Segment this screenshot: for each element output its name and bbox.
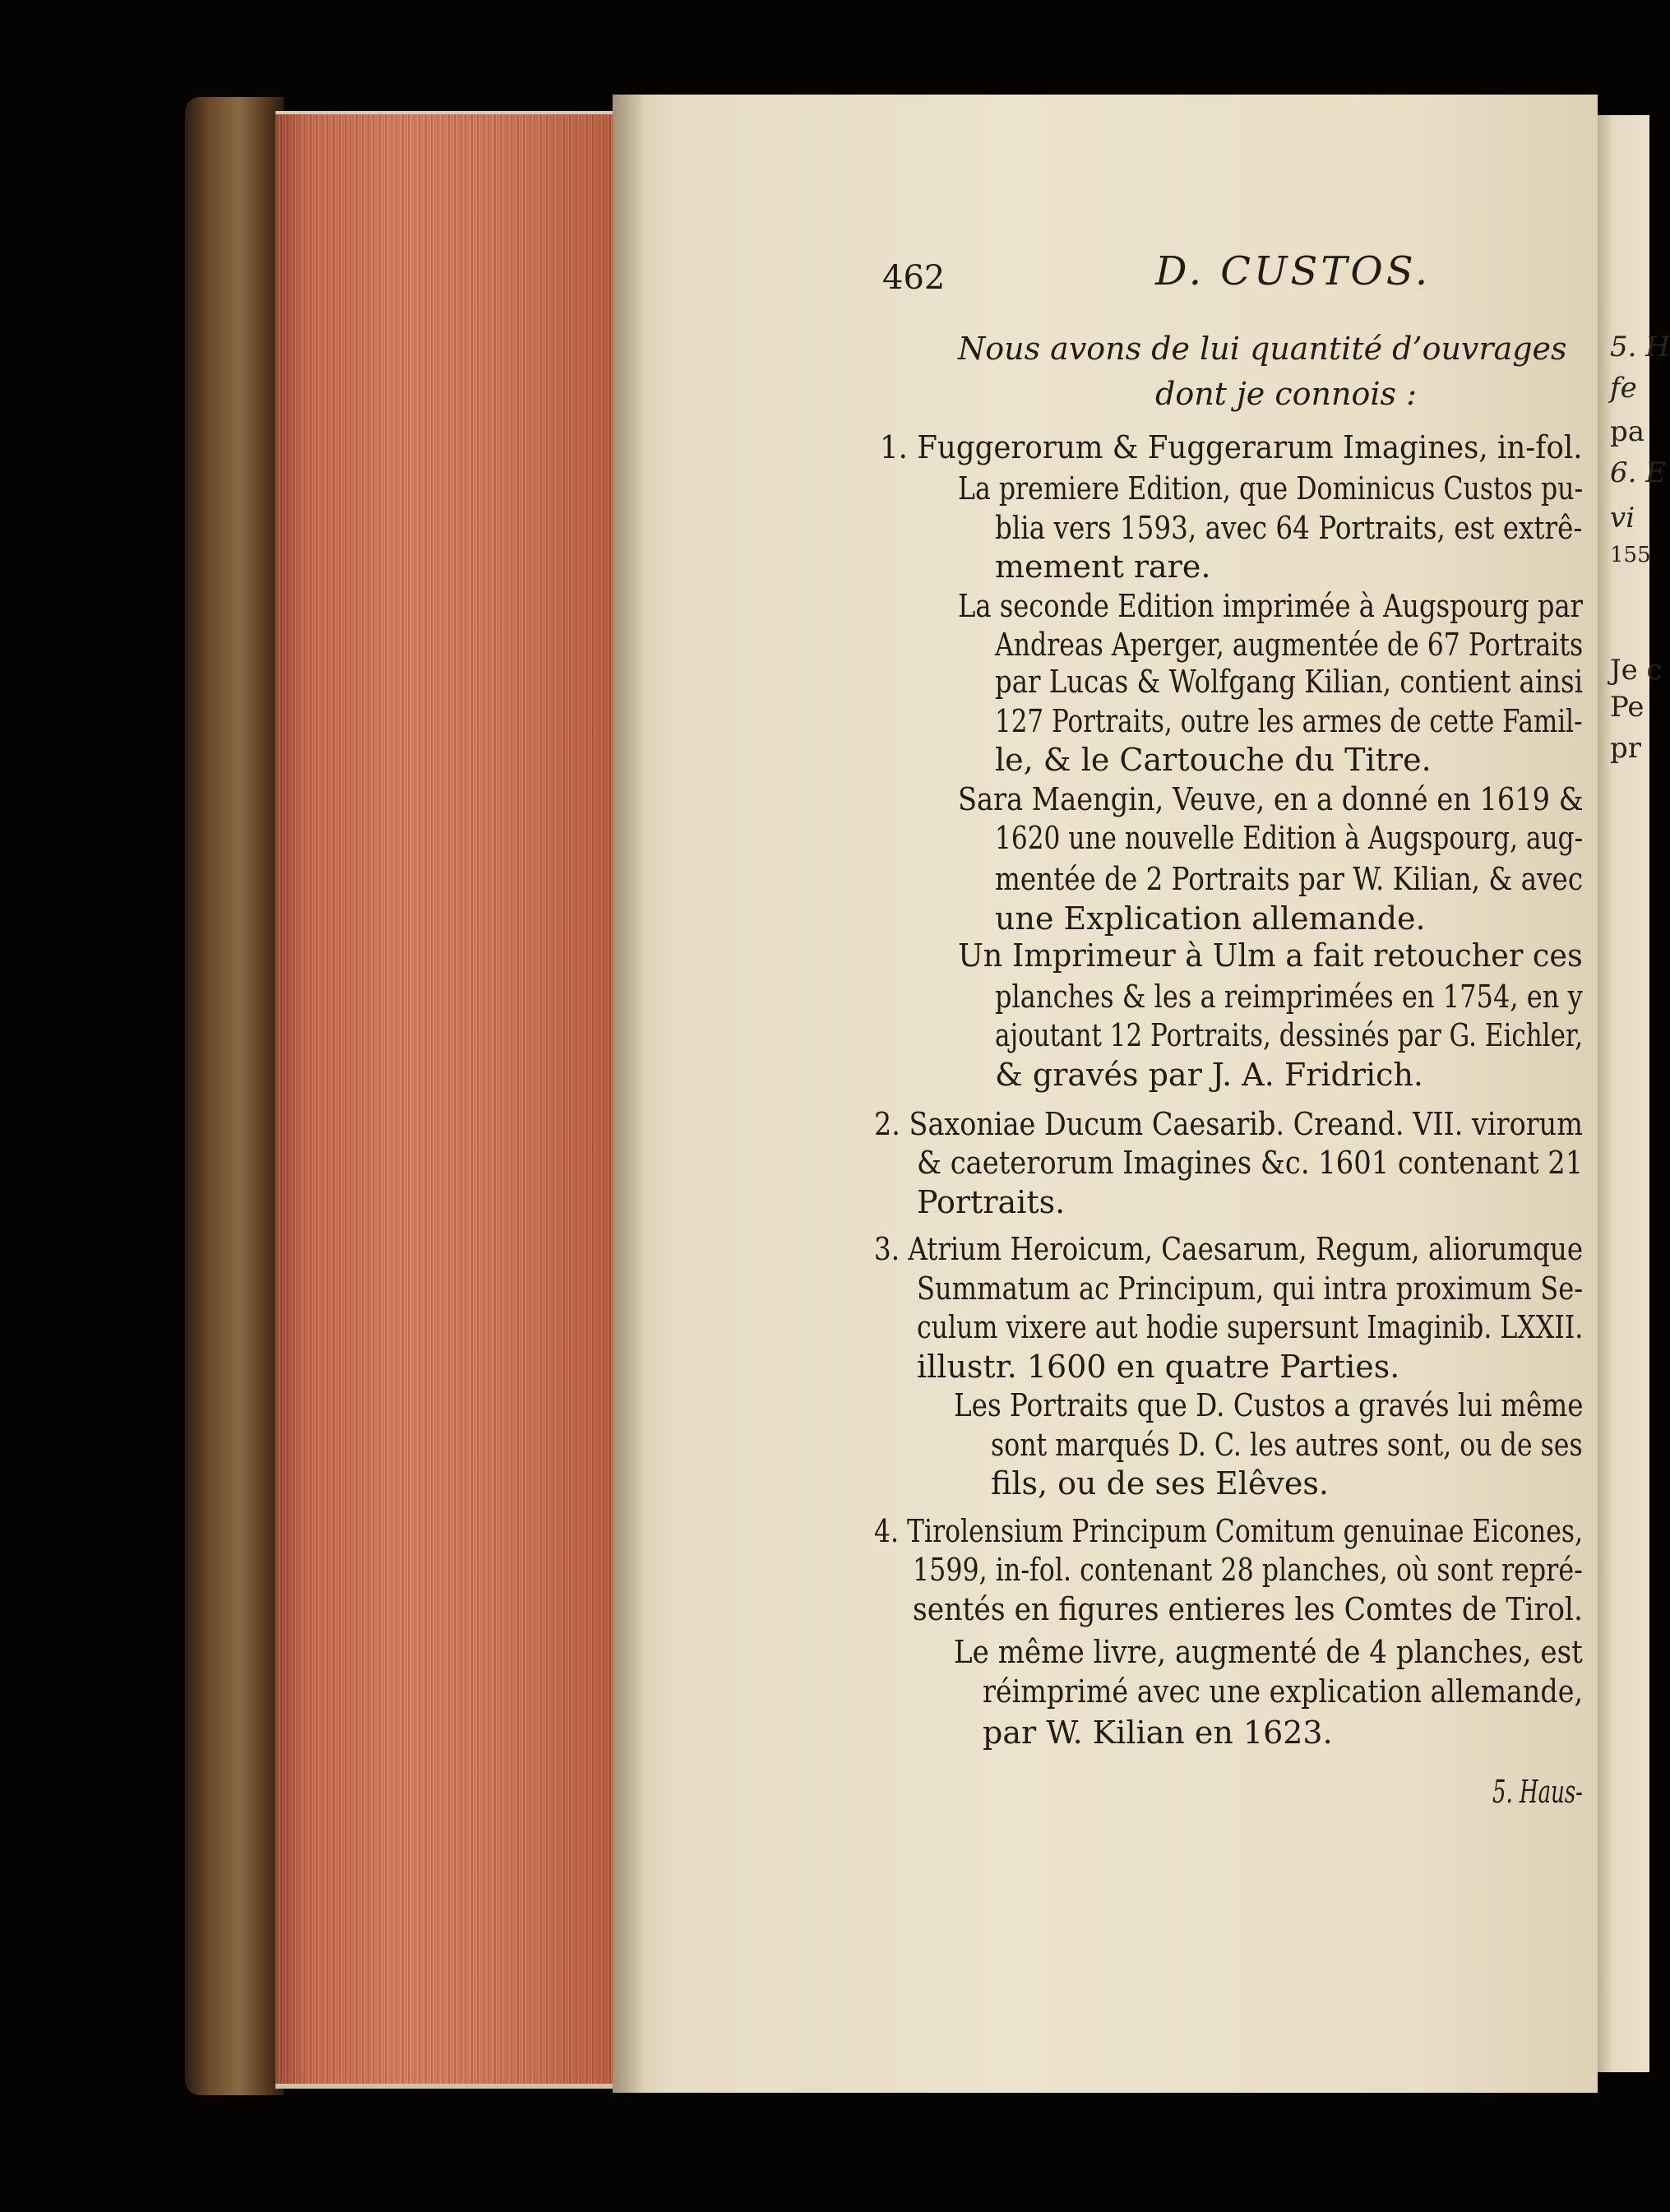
next-page-edge: [1598, 115, 1649, 2072]
text-line: Sara Maengin, Veuve, en a donné en 1619 &: [958, 781, 1584, 817]
text-line: 127 Portraits, outre les armes de cette Famil-: [995, 703, 1583, 739]
text-line: Les Portraits que D. Custos a gravés lui même: [954, 1387, 1584, 1423]
text-line: culum vixere aut hodie supersunt Imaginib. LXXII.: [917, 1309, 1584, 1345]
book-page: [613, 95, 1598, 2093]
text-line: La premiere Edition, que Dominicus Custos pu-: [958, 470, 1584, 507]
running-head: D. CUSTOS.: [1155, 248, 1432, 294]
text-line: Summatum ac Principum, qui intra proximum Se-: [917, 1270, 1584, 1307]
text-line: sont marqués D. C. les autres sont, ou de ses: [991, 1427, 1583, 1463]
text-line: ajoutant 12 Portraits, dessinés par G. Eichler,: [995, 1017, 1584, 1053]
next-page-fragment: pa: [1610, 415, 1645, 448]
text-line: Le même livre, augmenté de 4 planches, est: [954, 1634, 1583, 1670]
next-page-fragment: Pe: [1610, 691, 1645, 724]
intro-line: dont je connois :: [1155, 376, 1417, 412]
text-line: sentés en figures entieres les Comtes de Tirol.: [913, 1591, 1583, 1627]
book-binding: [185, 97, 284, 2095]
text-line: 3. Atrium Heroicum, Caesarum, Regum, aliorumque: [874, 1231, 1584, 1267]
gutter-shadow: [613, 95, 645, 2093]
text-line: 1599, in-fol. contenant 28 planches, où sont repré-: [913, 1552, 1583, 1588]
text-line: Andreas Aperger, augmentée de 67 Portraits: [995, 627, 1584, 663]
text-line: par W. Kilian en 1623.: [983, 1715, 1333, 1751]
text-line: 1. Fuggerorum & Fuggerarum Imagines, in-fol.: [880, 429, 1583, 465]
text-line: 1620 une nouvelle Edition à Augspourg, aug-: [995, 820, 1584, 856]
next-page-fragment: 6. E: [1610, 456, 1667, 489]
text-line: le, & le Cartouche du Titre.: [995, 742, 1432, 778]
text-line: blia vers 1593, avec 64 Portraits, est extrê-: [995, 510, 1583, 546]
text-line: & caeterorum Imagines &c. 1601 contenant 21: [917, 1145, 1584, 1181]
text-line: Un Imprimeur à Ulm a fait retoucher ces: [958, 937, 1583, 974]
next-page-fragment: Je c: [1610, 654, 1663, 687]
text-line: 2. Saxoniae Ducum Caesarib. Creand. VII. virorum: [874, 1106, 1583, 1142]
text-line: mement rare.: [995, 548, 1211, 585]
text-line: La seconde Edition imprimée à Augspourg par: [958, 588, 1583, 624]
intro-line: Nous avons de lui quantité d’ouvrages: [958, 331, 1567, 367]
text-line: une Explication allemande.: [995, 900, 1426, 937]
text-line: réimprimé avec une explication allemande,: [983, 1673, 1584, 1710]
text-line: par Lucas & Wolfgang Kilian, contient ainsi: [995, 664, 1584, 700]
next-page-fragment: pr: [1610, 732, 1642, 765]
text-line: Portraits.: [917, 1184, 1066, 1220]
next-page-fragment: vi: [1610, 502, 1635, 534]
next-page-fragment: 5. H: [1610, 331, 1670, 363]
next-page-fragment: 155: [1610, 543, 1651, 567]
text-line: fils, ou de ses Elêves.: [991, 1465, 1329, 1502]
next-page-fragment: fe: [1610, 372, 1637, 405]
text-line: 4. Tirolensium Principum Comitum genuinae Eicones,: [874, 1513, 1584, 1549]
text-line: illustr. 1600 en quatre Parties.: [917, 1349, 1400, 1385]
page-number: 462: [882, 259, 946, 297]
red-page-edges: [275, 111, 614, 2089]
text-line: & gravés par J. A. Fridrich.: [995, 1057, 1424, 1093]
text-line: planches & les a reimprimées en 1754, en y: [995, 979, 1583, 1015]
text-line: mentée de 2 Portraits par W. Kilian, & avec: [995, 861, 1584, 897]
catchword: 5. Haus-: [1492, 1774, 1583, 1810]
